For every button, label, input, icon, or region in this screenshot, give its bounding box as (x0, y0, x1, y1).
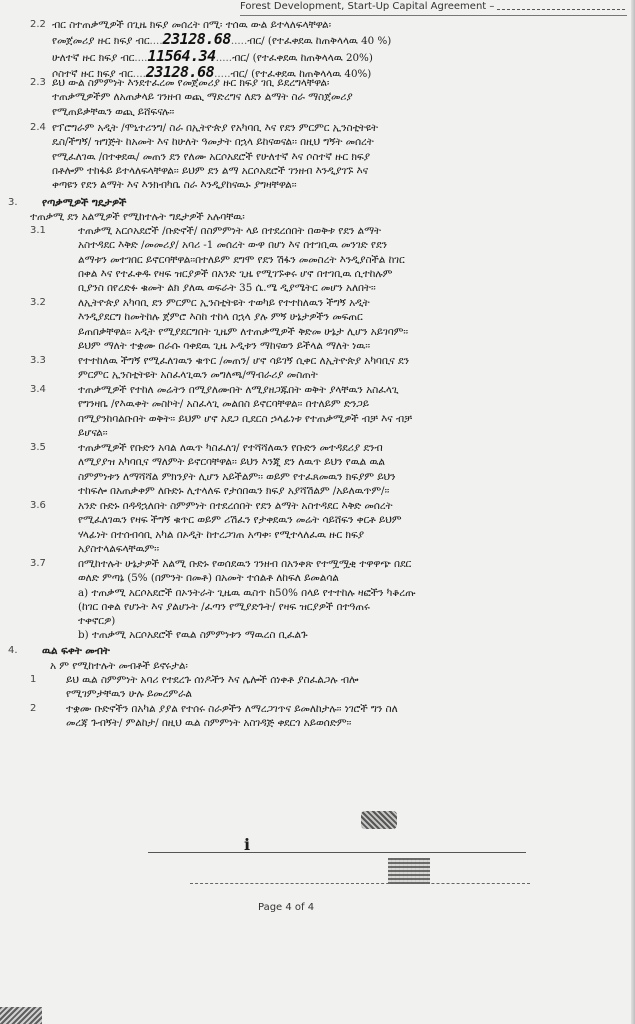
text-line: ዉል ፍቀት መብት (42, 645, 110, 657)
paragraph (0, 210, 623, 224)
paragraph-number: 3.2 (30, 297, 46, 308)
text-line: አንድ ቡድኑ በዳዳኋለበት ስምምነት በተደረሰበት የደን ልማት አስተዳደር እቅድ መሰረት (78, 500, 393, 512)
text-line: ቢያንስ በየረድፉ ቁመት ልክ ያለዉ ወፍራት 35 ሴ.ሜ ዲያሜትር መሆን አለበት፡፡ (78, 282, 376, 295)
paragraph (0, 644, 623, 658)
paragraph (0, 499, 623, 556)
text-line: የሚፈለገዉን የዛፍ ችግኝ ቁጥር ወይም ሪሽፈን የታቀደዉን መሬት ሳይሸፍን ቀርቶ ይህም (78, 514, 402, 527)
text-line: ወለድ ምጣኔ (5% (በምንት በመቶ) በአመት ተሰልቶ ለከፍለ ይመልሳል (78, 572, 339, 585)
text-line: በቀል እና የተፈቀዱ የዛፍ ዝርያዎች በአንድ ጊዜ የሚገኙቀሩ ሆኖ በተገቢዉ ሲተከሉም (78, 267, 393, 280)
text-line: እንዲያደርግ ከመትከሉ ጀምሮ እስከ ተከላ በኋላ ያሉ ምኝ ሁኔታዎችን መፍጠር (78, 311, 363, 324)
text-line: ተቋሙ ቡድኖችን በአካል ያያል የተሰሩ ስራዎችን ለማረጋገጥና ይመለከታሉ፡፡ ነገሮች ግን ስለ (66, 703, 398, 715)
amount-label: ሁለተኛ ዙር ክፍያ ብር (52, 51, 135, 64)
text-line: ተቀኖርዎ) (78, 615, 116, 628)
amount-suffix: ብር/ (የተፈቀደዉ ከጠቅላላዉ 40 %) (247, 35, 392, 48)
text-line: ስምምነቱን ለማሻሻል ምክንያት ሊሆን አይችልም፡፡ ወይም የተፈጸመዉን ክፍያም ይህን (78, 470, 396, 483)
center-mark: i (244, 835, 251, 854)
paragraph (0, 441, 623, 498)
text-line: ይጠበቃቸዋል፡፡ አዲት የሚያደርግበት ጊዜም ለተጠቃሚዎች ቅድመ ሁኔታ ሊሆን አይገባም፡፡ (78, 325, 409, 338)
paragraph-number: 2 (30, 703, 37, 714)
paragraph-number: 3.3 (30, 355, 46, 366)
text-line: ይህ ዉል ስምምነት አባሪ የተደረጉ ሰነዶችን እና ሌሎች ሰነቀቶ ያስፈልጋሉ ብሎ (66, 674, 359, 686)
text-line: የሚፈለገዉ /በተቀደዉ/ መጠን ደን የለሙ አርሶአደሮች የሁለተኛ እና ሶስተኛ ዙር ክፍያ (52, 150, 370, 163)
paragraph (0, 18, 623, 81)
amount-label: ሶስተኛ ዙር ክፍያ ብር (52, 67, 133, 80)
paragraph (0, 383, 623, 440)
handwritten-amount: 23128.68 (145, 64, 215, 81)
paragraph-number: 3.7 (30, 558, 46, 569)
text-line: ይህም ማለት ተቋሙ በራሱ ባቀደዉ ጊዜ ኦዲቱን ማከናወን ይችላል ማለት ነዉ፡፡ (78, 339, 371, 352)
text-line: (ከገር በቀል የሆኑት እና ያልሆኑት /ፈጣን የሚያድጉት/ የዛፍ ዝርያዎች በተዓጠሩ (78, 600, 370, 613)
scan-edge (631, 0, 635, 1024)
paragraph (0, 557, 623, 643)
text-line: ለኢትዮጵያ አካባቢ ደን ምርምር ኢንስቲትዩት ተወካይ የተተከለዉን ችግኝ አዲት (78, 297, 370, 309)
text-line: ሃላፊነት በተሰብሳቢ አካል በኦዲት ከተረጋገጠ አጣቀ፡ የሚተላለፈዉ ዙር ክፍያ (78, 528, 364, 541)
paragraph-number: 2.4 (30, 122, 46, 133)
text-line: ሶስተኛ ዙር ክፍያ ብር....23128.68.....ብር/ (የተፈቀደዉ ከጠቅላላዉ 40%) (52, 64, 372, 81)
paragraph (0, 659, 623, 673)
text-line: ብር ስተጠቃሚዎች በጊዜ ክፍያ መሰረት በሚ፡ ተሰዉ ውል ይተላለፍላቸዋል፡ (52, 19, 332, 31)
text-line: ዴስ/ችግኝ/ ዝግጅት ከአመት እና ከሁለት ዓመታት በኋላ ይከናወናል፡፡ በዚህ ግኝት መሰረት (52, 136, 374, 149)
paragraph-number: 3.6 (30, 500, 46, 511)
paragraph-number: 4. (8, 645, 18, 656)
text-line: ልማቱን መተገበር ይኖርባቸዋል፡፡በተለይም ደግሞ የደን ሽፋን መመስረት እንዲያስችል ከገር (78, 253, 405, 266)
page-header (240, 1, 625, 12)
text-line: ተጠቃሚ አርሶአደሮች /ቡድኖች/ በስምምነት ላይ በተደረሰበት በወቅቱ የደን ልማት (78, 225, 381, 237)
paragraph (0, 76, 623, 119)
paragraph (0, 673, 623, 702)
handwritten-amount: 23128.68 (162, 32, 231, 49)
paragraph (0, 121, 623, 192)
amount-suffix: ብር/ (የተፈቀደዉ ከጠቅላላዉ 40%) (230, 67, 372, 80)
paragraph-number: 3.4 (30, 384, 46, 395)
paragraph (0, 224, 623, 295)
signature-dashed-line (190, 883, 530, 884)
paragraph-number: 1 (30, 674, 37, 685)
text-line: በሚያንከባልቡበት ወቅት፡፡ ይህም ሆኖ አደጋ ቢደርስ ኃላፊነቱ የተጠቃሚዎች ብቻ እና ብቻ (78, 412, 412, 425)
text-line: በቶሎም ተከፋይ ይተላለፍላቸዋል፡፡ ይህም ደን ልማ አርሶአደሮች ገንዘብ እንዲያገኙ እና (52, 164, 369, 177)
text-line: ይህ ውል ስምምነት እንደተፈረመ የመጀመሪያ ዙር ክፍያ ገቢ ይደረግላቸዋል፡ (52, 77, 330, 89)
text-line: የግንዛቤ /የእዉቀት መስኮት/ አስፈላጊ መልበስ ይኖርባቸዋል፡፡ በተለይም ድንጋይ (78, 398, 369, 411)
text-line: የተተከለዉ ችግኝ የሚፈለገዉን ቁጥር /መጠን/ ሆኖ ሳይገኝ ሲቀር ለኢትዮጵያ አካባቢና ደን (78, 355, 409, 367)
header-dash-line (497, 8, 625, 10)
header-title: Forest Development, Start-Up Capital Agreement – (240, 1, 495, 12)
seal-icon (388, 858, 430, 884)
paragraph (0, 296, 623, 353)
paragraph-number: 2.3 (30, 77, 46, 88)
header-rule (240, 15, 627, 16)
text-line: የፕሮግራም አዲት /ሞኒተሪንግ/ ስራ በኢትዮጵያ የአካባቢ እና የደን ምርምር ኢንስቲትዩት (52, 122, 378, 134)
text-line: ለሚያያዝ አካባቢና ማለምት ይኖርባቸዋል፡፡ ይህን እንጂ ደን ለዉጥ ይህን የዉል ዉል (78, 456, 385, 469)
paragraph-number: 3.1 (30, 225, 46, 236)
handwritten-amount: 11564.34 (147, 48, 216, 65)
text-line: ተከፍሎ በአጠቃቀም ለቡድኑ ሊተላለፍ የታሰበዉን ክፍያ አያሻሽልም /አይለዉጥም/፡፡ (78, 484, 390, 497)
text-line: አስተዳደር እቅድ /መመሪያ/ አባሪ -1 መሰረት ውዋ በሆነ እና በተገቢዉ መንገድ የደን (78, 239, 387, 252)
text-line: b) ተጠቃሚ አርሶአደሮች የዉል ስምምነቱን ማዉረስ ቢፈልጉ (78, 629, 308, 642)
paragraph (0, 354, 623, 383)
text-line: ቀጣዩን የደን ልማት እና እንክብካቤ ስራ እንዲያከናዉኑ ያግዛቸዋል፡፡ (52, 179, 297, 192)
stamp-icon (361, 811, 397, 829)
signature-line (148, 852, 526, 853)
page-number: Page 4 of 4 (258, 902, 315, 913)
paragraph-number: 3. (8, 197, 18, 208)
text-line: በሚከተሉት ሁኔታዎች አልሚ ቡድኑ የወሰደዉን ገንዘብ በአንቀጽ የተሟሟቂ ተዋዋጭ በደር (78, 558, 412, 570)
text-line: ተጠቃሚዎች የቡድን አባል ለዉጥ ካስፈለገ/ የተሻሻለዉን የቡድን መተዳደሪያ ደንብ (78, 442, 383, 454)
text-line: የመጀመሪያ ዙር ክፍያ ብር....23128.68.....ብር/ (የተፈቀደዉ ከጠቅላላዉ 40 %) (52, 32, 392, 49)
text-line: ይሆናል፡፡ (78, 426, 108, 439)
text-line: የሚገምታቸዉን ሁሉ ይመረምራል (66, 688, 192, 701)
paragraph-number: 2.2 (30, 19, 46, 30)
text-line: ሁለተኛ ዙር ክፍያ ብር....11564.34.....ብር/ (የተፈቀደዉ ከጠቅላላዉ 20%) (52, 48, 373, 65)
text-line: አ ም የሚከተሉት መብቶች ይኖሩታል፡ (50, 660, 188, 672)
text-line: የጣቃሚዎች ግዴታዎች (42, 197, 127, 209)
text-line: ተጠቃሚዎችም ለአጠቃላይ ገንዘብ ወጪ ማድረግና ለደን ልማት ስራ ማስጀመሪያ (52, 91, 353, 104)
amount-suffix: ብር/ (የተፈቀደዉ ከጠቅላላዉ 20%) (232, 51, 373, 64)
paragraph-number: 3.5 (30, 442, 46, 453)
paragraph (0, 702, 623, 731)
amount-label: የመጀመሪያ ዙር ክፍያ ብር (52, 35, 150, 48)
text-line: ምርምር ኢንስቲትዩት አስፈላጊዉን መግለጫ/ማብራሪያ መስጠት (78, 369, 318, 382)
corner-stamp-icon (0, 1007, 42, 1024)
text-line: አያስተላልፍላቸዉም፡፡ (78, 542, 160, 555)
text-line: የሚጠይቃቸዉን ወጪ ይሸፍናሉ፡፡ (52, 105, 175, 118)
text-line: ተጠቃሚዎች የተከለ መሬትን በሚያለሙበት ለሚያዘጋጁበት ወቅት ያላቸዉን አስፈላጊ (78, 384, 399, 396)
text-line: ተጠቃሚ ደን አልሚዎች የሚከተሉት ግዴታዎች አሉባቸዉ፡ (30, 211, 245, 223)
text-line: መረጃ ጉብኝት/ ምልከታ/ በዚህ ዉል ስምምነት አስገዳጅ ቀደርጎ አይወሰድም፡፡ (66, 717, 352, 730)
paragraph (0, 196, 623, 210)
text-line: a) ተጠቃሚ አርሶአደሮች በኦንትራት ጊዜዉ ዉስጥ ከ50% በላይ የተተከሉ ዛፎችን ካቆረጡ (78, 586, 416, 599)
